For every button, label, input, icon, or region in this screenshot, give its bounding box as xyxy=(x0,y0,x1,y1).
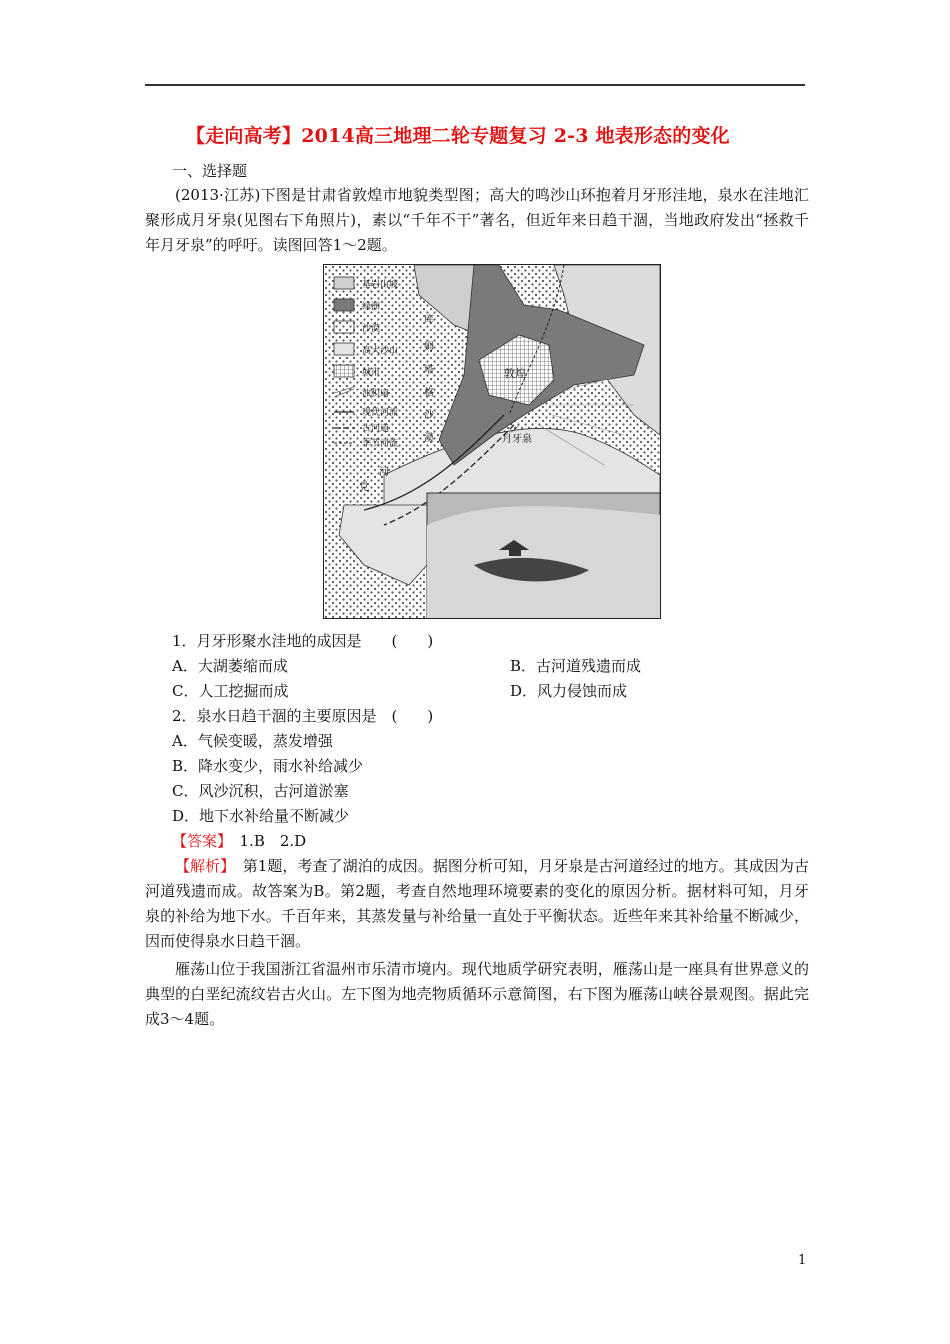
legend-item: 城市 xyxy=(362,368,381,378)
yandang-paragraph: 雁荡山位于我国浙江省温州市乐清市境内。现代地质学研究表明，雁荡山是一座具有世界意义的典型的白垩纪流纹岩古火山。左下图为地壳物质循环示意简图，右下图为雁荡山峡谷景观图。据此完成3～4题。 xyxy=(145,960,809,1028)
q2-option-a[interactable]: A．气候变暖，蒸发增强 xyxy=(172,732,333,750)
legend-item: 基岩山坡 xyxy=(362,280,399,290)
answer-label: 【答案】 xyxy=(172,832,225,850)
legend-item: 绿洲 xyxy=(362,302,381,312)
q1-option-c[interactable]: C．人工挖掘而成 xyxy=(172,682,289,700)
legend-item: 季节河流 xyxy=(362,439,399,449)
river-label-char: 党 xyxy=(359,482,369,493)
q2-stem: 2．泉水日趋干涸的主要原因是 ( ) xyxy=(172,707,434,725)
analysis-paragraph xyxy=(145,854,809,954)
analysis-text: 第1题，考查了湖泊的成因。据图分析可知，月牙泉是古河道经过的地方。其成因为古河道残遗而成。故答案为B。第2题，考查自然地理环境要素的变化的原因分析。据材料可知，月牙泉的补给为地下水。千百年来，其蒸发量与补给量一直处于平衡状态。近些年来其补给量不断减少，因而使得泉水日趋干涸。 xyxy=(145,857,809,950)
river-label-char: 河 xyxy=(379,467,389,478)
q1-option-d[interactable]: D．风力侵蚀而成 xyxy=(510,682,628,700)
answer-line xyxy=(172,831,306,851)
legend-item: 古河道 xyxy=(362,424,390,434)
map-svg xyxy=(324,265,660,618)
page-number: 1 xyxy=(798,1253,807,1268)
legend-item: 浊积扇 xyxy=(362,389,390,399)
answer-text: 1.B 2.D xyxy=(224,832,307,850)
legend-item: 现代河流 xyxy=(362,408,399,418)
q1-option-a[interactable]: A．大湖萎缩而成 xyxy=(172,657,288,675)
q2-option-b[interactable]: B．降水变少，雨水补给减少 xyxy=(172,757,364,775)
header-rule xyxy=(145,84,805,86)
legend-item: 沙漠 xyxy=(362,324,381,334)
desert-label-char: 漠 xyxy=(424,433,434,444)
q2-option-d[interactable]: D．地下水补给量不断减少 xyxy=(172,807,350,825)
page-title: 【走向高考】2014高三地理二轮专题复习 2-3 地表形态的变化 xyxy=(186,125,730,147)
desert-label-char: 库 xyxy=(424,315,434,326)
desert-label-char: 塔 xyxy=(424,365,434,376)
legend-item: 高大沙山 xyxy=(362,346,399,356)
analysis-label: 【解析】 xyxy=(175,857,228,875)
q1-option-b[interactable]: B．古河道残遗而成 xyxy=(510,657,642,675)
spring-label: 月牙泉 xyxy=(502,434,532,445)
desert-label-char: 姆 xyxy=(424,342,434,353)
desert-label-char: 沙 xyxy=(424,410,434,421)
question-intro: (2013·江苏)下图是甘肃省敦煌市地貌类型图；高大的鸣沙山环抱着月牙形洼地，泉水在洼地汇聚形成月牙泉(见图右下角照片)，素以“千年不干”著名，但近年来日趋干涸，当地政府发出“拯救千年月牙泉”的呼吁。读图回答1～2题。 xyxy=(145,186,809,254)
q2-option-c[interactable]: C．风沙沉积，古河道淤塞 xyxy=(172,782,349,800)
city-label: 敦煌 xyxy=(504,367,526,380)
section-heading: 一、选择题 xyxy=(172,162,248,180)
desert-label-char: 格 xyxy=(424,388,434,399)
dunhuang-landform-map xyxy=(323,264,661,619)
q1-stem: 1．月牙形聚水洼地的成因是 ( ) xyxy=(172,632,434,650)
